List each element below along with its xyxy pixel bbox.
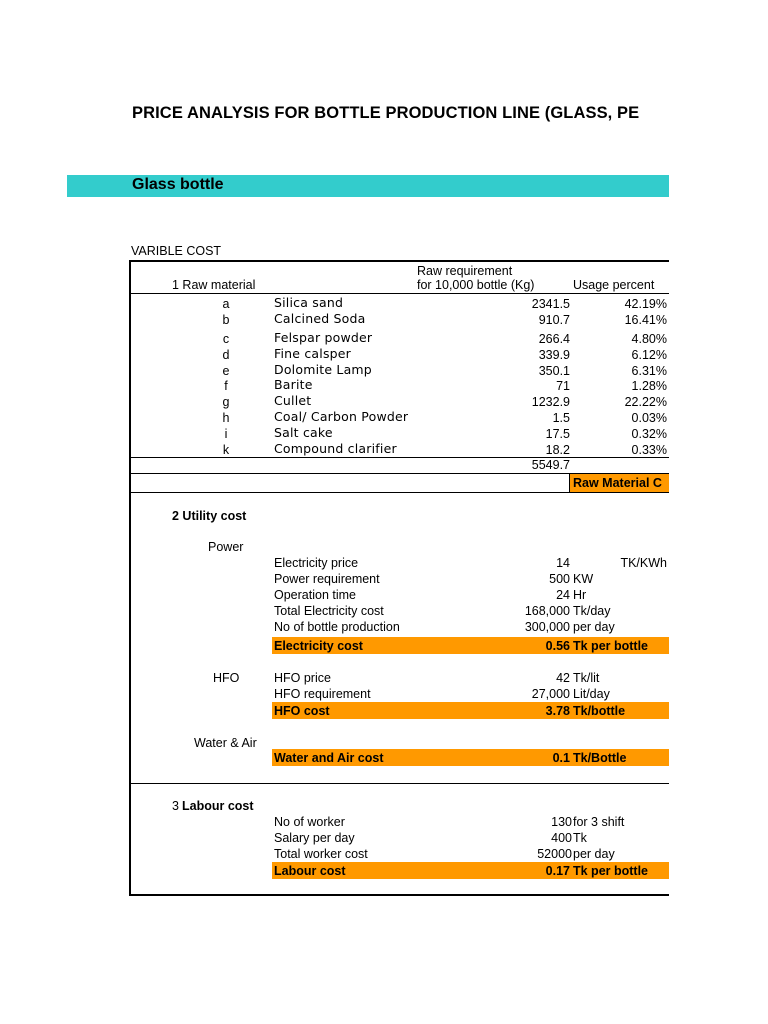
table-bottom-border [129,894,669,896]
raw-row-pct: 0.03% [631,411,667,425]
hfo-row-name: HFO requirement [274,687,371,701]
raw-row-pct: 6.31% [631,364,667,378]
utility-end-divider [129,783,669,784]
raw-row-qty: 71 [556,379,570,393]
labour-row-value: 400 [551,831,572,845]
labour-row-unit: per day [573,847,615,861]
header-divider [129,293,669,294]
labour-cost-unit: Tk per bottle [573,864,649,878]
power-row-name: Electricity price [274,556,359,570]
raw-row-pct: 0.32% [631,427,667,441]
raw-row-code: c [222,332,230,346]
raw-row-name: Salt cake [274,425,333,440]
power-row-name: Operation time [274,588,356,602]
raw-row-qty: 266.4 [538,332,570,346]
labour-row-name: No of worker [274,815,345,829]
raw-row-name: Fine calsper [274,346,352,361]
usage-percent-header: Usage percent [573,278,655,292]
raw-row-code: h [222,411,230,425]
raw-row-name: Barite [274,377,313,392]
raw-row-name: Coal/ Carbon Powder [274,409,409,424]
raw-requirement-header-line1: Raw requirement [417,264,513,278]
raw-row-qty: 2341.5 [531,297,570,311]
electricity-cost-unit: Tk per bottle [573,639,649,653]
electricity-cost-label: Electricity cost [274,639,363,653]
raw-row-name: Dolomite Lamp [274,362,372,377]
raw-row-code: i [224,427,228,441]
hfo-row-value: 42 [556,671,570,685]
raw-row-code: k [222,443,230,457]
electricity-cost-value: 0.56 [545,639,570,653]
power-row-value: 24 [556,588,570,602]
raw-row-code: d [222,348,230,362]
raw-row-name: Felspar powder [274,330,373,345]
labour-number: 3 [172,799,179,813]
raw-row-pct: 16.41% [624,313,667,327]
raw-row-pct: 22.22% [624,395,667,409]
power-row-name: Power requirement [274,572,380,586]
raw-row-qty: 17.5 [545,427,570,441]
labour-cost-label: Labour cost [274,864,346,878]
raw-row-pct: 1.28% [631,379,667,393]
power-row-unit: Hr [573,588,587,602]
power-row-unit: Tk/day [573,604,611,618]
raw-row-code: g [222,395,230,409]
raw-row-qty: 350.1 [538,364,570,378]
page-title: PRICE ANALYSIS FOR BOTTLE PRODUCTION LINE (GLASS, PE [132,104,640,122]
power-row-unit: per day [573,620,615,634]
power-row-name: No of bottle production [274,620,400,634]
raw-row-code: b [222,313,230,327]
raw-row-pct: 42.19% [624,297,667,311]
power-label: Power [208,540,244,554]
water-cost-value: 0.1 [552,751,570,765]
hfo-cost-unit: Tk/bottle [573,704,626,718]
power-row-value: 500 [549,572,570,586]
raw-cost-cell-border [569,474,570,493]
table-top-border [129,260,669,262]
raw-row-qty: 18.2 [545,443,570,457]
utility-cost-heading: 2 Utility cost [172,509,247,523]
raw-row-pct: 0.33% [631,443,667,457]
raw-total: 5549.7 [531,458,570,472]
raw-row-code: f [224,379,228,393]
power-row-unit: KW [573,572,594,586]
raw-row-name: Cullet [274,393,312,408]
hfo-label: HFO [213,671,240,685]
raw-row-qty: 1232.9 [531,395,570,409]
labour-cost-heading: Labour cost [182,799,254,813]
hfo-row-unit: Lit/day [573,687,610,701]
labour-row-unit: Tk [573,831,587,845]
hfo-row-value: 27,000 [531,687,570,701]
raw-row-qty: 910.7 [538,313,570,327]
table-left-border [129,260,131,896]
water-air-label: Water & Air [194,736,257,750]
hfo-row-name: HFO price [274,671,331,685]
labour-row-value: 52000 [537,847,572,861]
raw-row-code: e [222,364,230,378]
labour-row-value: 130 [551,815,572,829]
raw-row-name: Silica sand [274,295,344,310]
raw-material-cost-label: Raw Material C [573,476,662,490]
raw-row-pct: 6.12% [631,348,667,362]
raw-row-name: Compound clarifier [274,441,397,456]
labour-row-name: Total worker cost [274,847,368,861]
raw-row-code: a [222,297,230,311]
raw-row-qty: 1.5 [552,411,570,425]
section-band-label: Glass bottle [132,176,224,193]
labour-row-unit: for 3 shift [573,815,625,829]
raw-material-heading: 1 Raw material [172,278,256,292]
hfo-row-unit: Tk/lit [573,671,600,685]
power-row-value: 300,000 [524,620,570,634]
raw-row-pct: 4.80% [631,332,667,346]
raw-row-name: Calcined Soda [274,311,366,326]
raw-row-qty: 339.9 [538,348,570,362]
power-row-value: 14 [556,556,570,570]
labour-row-name: Salary per day [274,831,355,845]
hfo-cost-label: HFO cost [274,704,330,718]
variable-cost-label: VARIBLE COST [131,244,222,258]
raw-end-divider [129,457,669,458]
labour-cost-value: 0.17 [545,864,570,878]
hfo-cost-value: 3.78 [545,704,570,718]
power-row-name: Total Electricity cost [274,604,384,618]
power-row-unit: TK/KWh [620,556,667,570]
water-cost-label: Water and Air cost [274,751,384,765]
water-cost-unit: Tk/Bottle [573,751,627,765]
raw-cost-divider [129,492,669,493]
raw-requirement-header-line2: for 10,000 bottle (Kg) [417,278,535,292]
power-row-value: 168,000 [524,604,570,618]
